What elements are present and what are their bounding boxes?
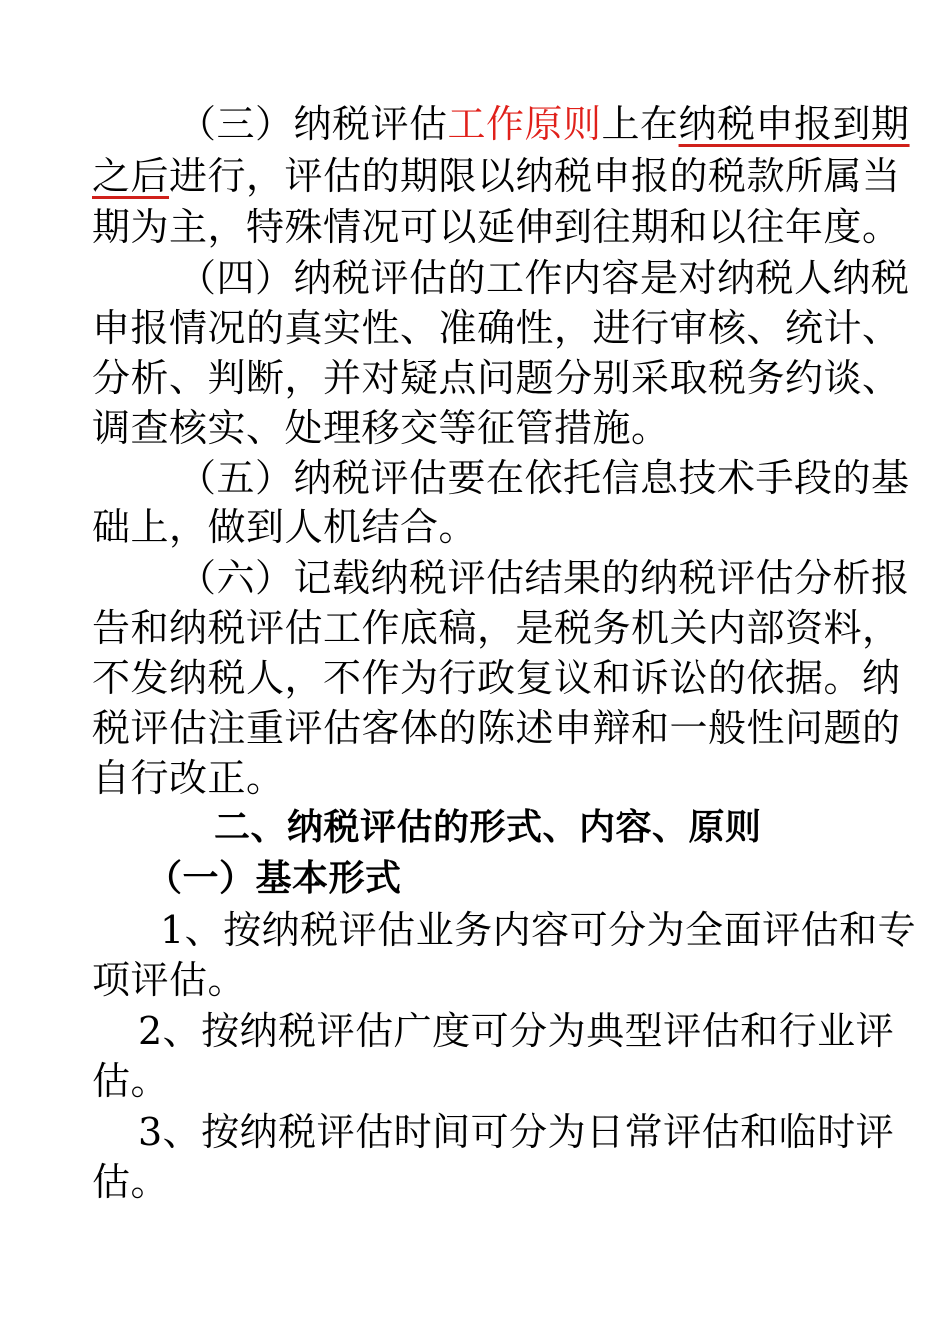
para6-line1: （六）记载纳税评估结果的纳税评估分析报	[178, 556, 910, 600]
para3-line3: 期为主，特殊情况可以延伸到往期和以往年度。	[92, 205, 901, 249]
item2-line2: 估。	[92, 1059, 170, 1103]
para3-line1	[178, 100, 910, 148]
para4-line1: （四）纳税评估的工作内容是对纳税人纳税	[178, 256, 910, 300]
para3-prefix: （三）纳税评估	[178, 102, 448, 146]
para4-line2: 申报情况的真实性、准确性，进行审核、统计、	[92, 306, 901, 350]
item2-line1: 2、按纳税评估广度可分为典型评估和行业评	[138, 1009, 895, 1053]
subsection-heading: （一）基本形式	[146, 858, 402, 899]
para3-middle: 上在	[601, 102, 679, 146]
item3-line1: 3、按纳税评估时间可分为日常评估和临时评	[138, 1110, 895, 1154]
para5-line2: 础上，做到人机结合。	[92, 505, 478, 549]
item1-line2: 项评估。	[92, 958, 247, 1002]
para3-highlight-text: 工作原则	[447, 102, 602, 146]
para3-line2	[92, 152, 901, 200]
para4-line3: 分析、判断，并对疑点问题分别采取税务约谈、	[92, 356, 901, 400]
para3-line2-rest: 进行，评估的期限以纳税申报的税款所属当	[169, 154, 901, 198]
para4-line4: 调查核实、处理移交等征管措施。	[92, 406, 670, 450]
item1-line1: 1、按纳税评估业务内容可分为全面评估和专	[160, 908, 917, 952]
para6-line4: 税评估注重评估客体的陈述申辩和一般性问题的	[92, 706, 901, 750]
para6-line2: 告和纳税评估工作底稿，是税务机关内部资料，	[92, 606, 901, 650]
para5-line1: （五）纳税评估要在依托信息技术手段的基	[178, 456, 910, 500]
para3-underlined-text-b: 之后	[92, 154, 170, 198]
para6-line3: 不发纳税人，不作为行政复议和诉讼的依据。纳	[92, 656, 901, 700]
section-heading: 二、纳税评估的形式、内容、原则	[214, 807, 762, 848]
item3-line2: 估。	[92, 1160, 170, 1204]
para6-line5: 自行改正。	[92, 756, 285, 800]
para3-underlined-text-a: 纳税申报到期	[678, 102, 910, 146]
